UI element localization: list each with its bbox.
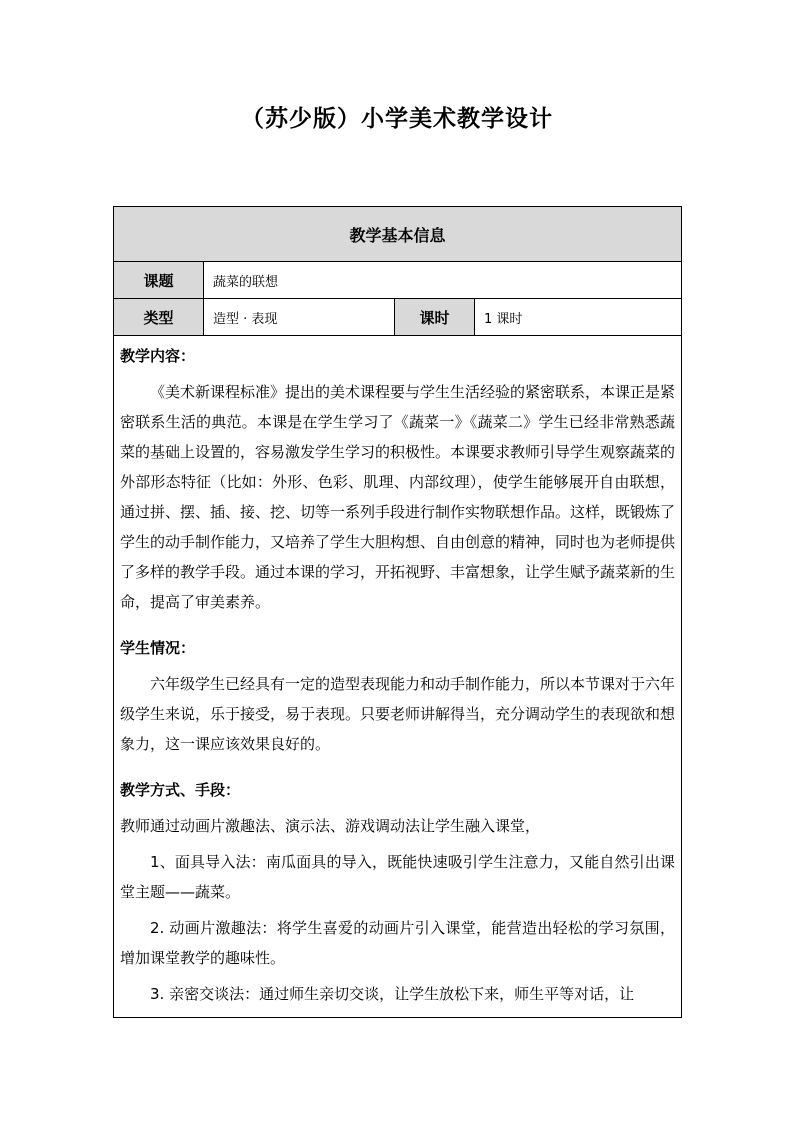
- lesson-content-cell: [114, 336, 682, 1018]
- methods-item-1: 1、面具导入法：南瓜面具的导入，既能快速吸引学生注意力，又能自然引出课堂主题——蔬菜。: [120, 853, 676, 901]
- methods-item-2: 2. 动画片激趣法：将学生喜爱的动画片引入课堂，能营造出轻松的学习氛围，增加课堂教学的趣味性。: [120, 919, 676, 967]
- lesson-info-table: [113, 206, 682, 1018]
- content-paragraph: 《美术新课程标准》提出的美术课程要与学生生活经验的紧密联系，本课正是紧密联系生活的典范。本课是在学生学习了《蔬菜一》《蔬菜二》学生已经非常熟悉蔬菜的基础上设置的，容易激发学生学习的积极性。本课要求教师引导学生观察蔬菜的外部形态特征（比如：外形、色彩、肌理、内部纹理），使学生能够展开自由联想，通过拼、摆、插、接、挖、切等一系列手段进行制作实物联想作品。这样，既锻炼了学生的动手制作能力，又培养了学生大胆构想、自由创意的精神，同时也为老师提供了多样的教学手段。通过本课的学习，开拓视野、丰富想象，让学生赋予蔬菜新的生命，提高了审美素养。: [120, 383, 676, 611]
- type-label: 类型: [114, 299, 204, 336]
- hours-label: 课时: [395, 299, 475, 336]
- hours-value: 1 课时: [475, 299, 682, 336]
- topic-value: 蔬菜的联想: [204, 262, 682, 299]
- table-header: 教学基本信息: [114, 207, 682, 262]
- type-value: 造型 · 表现: [204, 299, 395, 336]
- page-title: （苏少版）小学美术教学设计: [241, 106, 553, 132]
- students-section-title: 学生情况：: [120, 639, 196, 657]
- methods-intro: 教师通过动画片激趣法、演示法、游戏调动法让学生融入课堂，: [120, 817, 541, 835]
- methods-item-3: 3. 亲密交谈法：通过师生亲切交谈，让学生放松下来，师生平等对话，让: [150, 985, 635, 1003]
- content-section-title: 教学内容：: [120, 347, 196, 365]
- methods-section-title: 教学方式、手段：: [120, 781, 241, 799]
- students-paragraph: 六年级学生已经具有一定的造型表现能力和动手制作能力，所以本节课对于六年级学生来说，乐于接受，易于表现。只要老师讲解得当，充分调动学生的表现欲和想象力，这一课应该效果良好的。: [120, 675, 676, 753]
- topic-label: 课题: [114, 262, 204, 299]
